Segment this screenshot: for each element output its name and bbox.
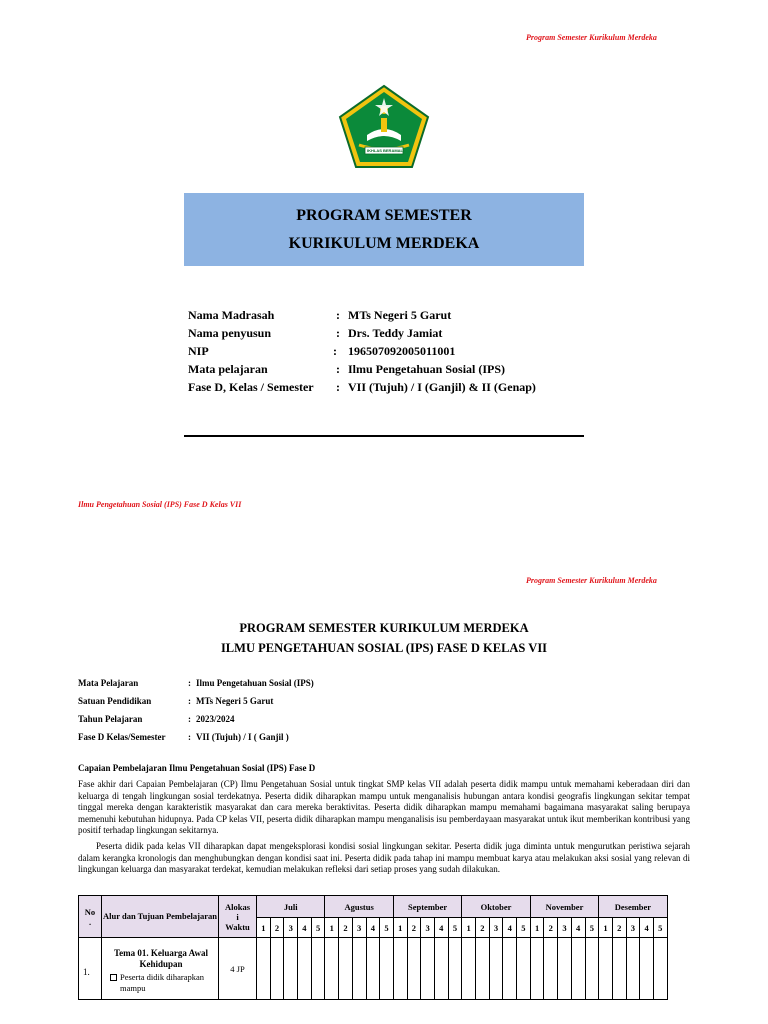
info-sep: : [336, 380, 340, 394]
week-header: 4 [640, 918, 654, 938]
week-header: 4 [434, 918, 448, 938]
week-cell [339, 938, 353, 1000]
week-cell [503, 938, 517, 1000]
month-header: Oktober [462, 896, 530, 918]
info-label: Mata pelajaran [188, 362, 268, 376]
page-header-right: Program Semester Kurikulum Merdeka [526, 33, 657, 42]
row-no: 1. [79, 938, 102, 1000]
info-value: 2023/2024 [196, 714, 235, 724]
info-sep: : [188, 714, 191, 724]
info-sep: : [188, 696, 191, 706]
week-header: 1 [393, 918, 407, 938]
row-bullet [108, 972, 214, 994]
info-label: Mata Pelajaran [78, 678, 139, 688]
week-header: 3 [421, 918, 435, 938]
row-bullet-text: Peserta didik diharapkan mampu [120, 971, 205, 993]
info-sep: : [333, 344, 337, 358]
week-cell [653, 938, 667, 1000]
info-value: VII (Tujuh) / I ( Ganjil ) [196, 732, 289, 742]
table-row [79, 938, 668, 1000]
col-header-alur: Alur dan Tujuan Pembelajaran [102, 896, 219, 938]
week-cell [407, 938, 421, 1000]
month-header: Agustus [325, 896, 393, 918]
info-value: Ilmu Pengetahuan Sosial (IPS) [196, 678, 314, 688]
logo-motto: IKHLAS BERAMAL [367, 148, 403, 153]
info-value: Ilmu Pengetahuan Sosial (IPS) [348, 362, 506, 376]
week-cell [311, 938, 325, 1000]
month-header: Desember [599, 896, 667, 918]
info-label: Satuan Pendidikan [78, 696, 152, 706]
cp-heading: Capaian Pembelajaran Ilmu Pengetahuan Sosial (IPS) Fase D [78, 763, 316, 773]
week-header: 2 [544, 918, 558, 938]
cover-title-line2: KURIKULUM MERDEKA [288, 235, 480, 252]
row-tema-cell [102, 938, 219, 1000]
week-header: 3 [489, 918, 503, 938]
week-cell [434, 938, 448, 1000]
week-header: 2 [612, 918, 626, 938]
week-cell [558, 938, 572, 1000]
week-cell [257, 938, 271, 1000]
week-cell [530, 938, 544, 1000]
info-sep: : [188, 678, 191, 688]
week-cell [325, 938, 339, 1000]
kementerian-agama-logo [337, 83, 431, 169]
week-header: 2 [476, 918, 490, 938]
page-subtitle: ILMU PENGETAHUAN SOSIAL (IPS) FASE D KELAS VII [220, 641, 548, 655]
week-cell [448, 938, 462, 1000]
week-header: 1 [599, 918, 613, 938]
col-header-no: No . [79, 896, 102, 938]
week-cell [380, 938, 394, 1000]
week-header: 5 [448, 918, 462, 938]
row-tema: Tema 01. Keluarga Awal Kehidupan [114, 947, 208, 969]
week-header: 4 [503, 918, 517, 938]
info-sep: : [336, 362, 340, 376]
week-header: 5 [653, 918, 667, 938]
info-sep: : [336, 308, 340, 322]
week-cell [640, 938, 654, 1000]
week-cell [612, 938, 626, 1000]
week-header: 4 [366, 918, 380, 938]
week-cell [599, 938, 613, 1000]
week-header: 5 [311, 918, 325, 938]
week-header: 1 [462, 918, 476, 938]
week-cell [284, 938, 298, 1000]
checkbox-bullet-icon [110, 974, 117, 981]
info-label: Nama penyusun [188, 326, 272, 340]
week-header: 2 [339, 918, 353, 938]
week-header: 1 [530, 918, 544, 938]
cover-divider [184, 435, 584, 437]
info-sep: : [336, 326, 340, 340]
cp-paragraph-1: Fase akhir dari Capaian Pembelajaran (CP) Ilmu Pengetahuan Sosial untuk tingkat SMP kelas VII adalah peserta didik mampu untuk memahami keberadaan diri dan keluarga di tengah lingkungan sosial terdekatnya. Peserta didik diharapkan mampu untuk menganalisis hubungan antara kondisi geografis lingkungan sekitar tempat tinggal mereka dengan karakteristik masyarakat dan cara mereka beraktivitas. Peserta didik diharapkan mampu memahami bagaimana masyarakat saling berupaya memenuhi kebutuhan hidupnya. Pada CP kelas VII, peserta didik diharapkan mampu menganalisis isu pemberdayaan masyarakat untuk ikut memberikan kontribusi yang positif terhadap lingkungan sekitarnya. [78, 779, 690, 835]
info-label: Fase D Kelas/Semester [78, 732, 166, 742]
week-header: 5 [380, 918, 394, 938]
week-cell [585, 938, 599, 1000]
info-label: Tahun Pelajaran [78, 714, 143, 724]
info-value: VII (Tujuh) / I (Ganjil) & II (Genap) [348, 380, 536, 394]
page-title: PROGRAM SEMESTER KURIKULUM MERDEKA [239, 621, 529, 635]
week-cell [544, 938, 558, 1000]
week-header: 5 [585, 918, 599, 938]
week-cell [517, 938, 531, 1000]
week-header: 3 [352, 918, 366, 938]
info-sep: : [188, 732, 191, 742]
week-cell [298, 938, 312, 1000]
week-header: 1 [257, 918, 271, 938]
page-footer-left: Ilmu Pengetahuan Sosial (IPS) Fase D Kelas VII [78, 500, 242, 509]
month-header: September [393, 896, 461, 918]
week-header: 4 [571, 918, 585, 938]
week-cell [571, 938, 585, 1000]
week-cell [421, 938, 435, 1000]
week-cell [393, 938, 407, 1000]
week-header: 3 [626, 918, 640, 938]
week-header: 4 [298, 918, 312, 938]
week-cell [489, 938, 503, 1000]
week-cell [352, 938, 366, 1000]
info-label: Nama Madrasah [188, 308, 275, 322]
week-cell [626, 938, 640, 1000]
month-header: November [530, 896, 598, 918]
info-value: MTs Negeri 5 Garut [196, 696, 274, 706]
page-header-right: Program Semester Kurikulum Merdeka [526, 576, 657, 585]
info-label: NIP [188, 344, 209, 358]
week-header: 3 [284, 918, 298, 938]
program-semester-table [78, 895, 668, 1000]
cover-title-box [184, 193, 584, 266]
info-value: Drs. Teddy Jamiat [348, 326, 443, 340]
row-alokasi: 4 JP [219, 938, 257, 1000]
week-header: 2 [407, 918, 421, 938]
week-header: 5 [517, 918, 531, 938]
info-label: Fase D, Kelas / Semester [188, 380, 314, 394]
week-header: 3 [558, 918, 572, 938]
cp-paragraph-2: Peserta didik pada kelas VII diharapkan dapat mengeksplorasi kondisi sosial lingkungan sekitar. Peserta didik juga diminta untuk mengurutkan peristiwa sejarah dalam kerangka kronologis dan menghubungkan dengan kondisi saat ini. Peserta didik pada tahap ini mampu membuat karya atau melakukan aksi sosial yang relevan di lingkungan keluarga dan masyarakat terdekat, kemudian melakukan refleksi dari setiap proses yang sudah dilakukan. [78, 841, 690, 874]
week-cell [366, 938, 380, 1000]
info-value: MTs Negeri 5 Garut [348, 308, 452, 322]
cover-title-line1: PROGRAM SEMESTER [296, 207, 472, 224]
week-header: 1 [325, 918, 339, 938]
week-cell [270, 938, 284, 1000]
month-header: Juli [257, 896, 325, 918]
col-header-alokasi: Alokas i Waktu [219, 896, 257, 938]
week-header: 2 [270, 918, 284, 938]
info-value: 196507092005011001 [348, 344, 456, 358]
week-cell [462, 938, 476, 1000]
week-cell [476, 938, 490, 1000]
